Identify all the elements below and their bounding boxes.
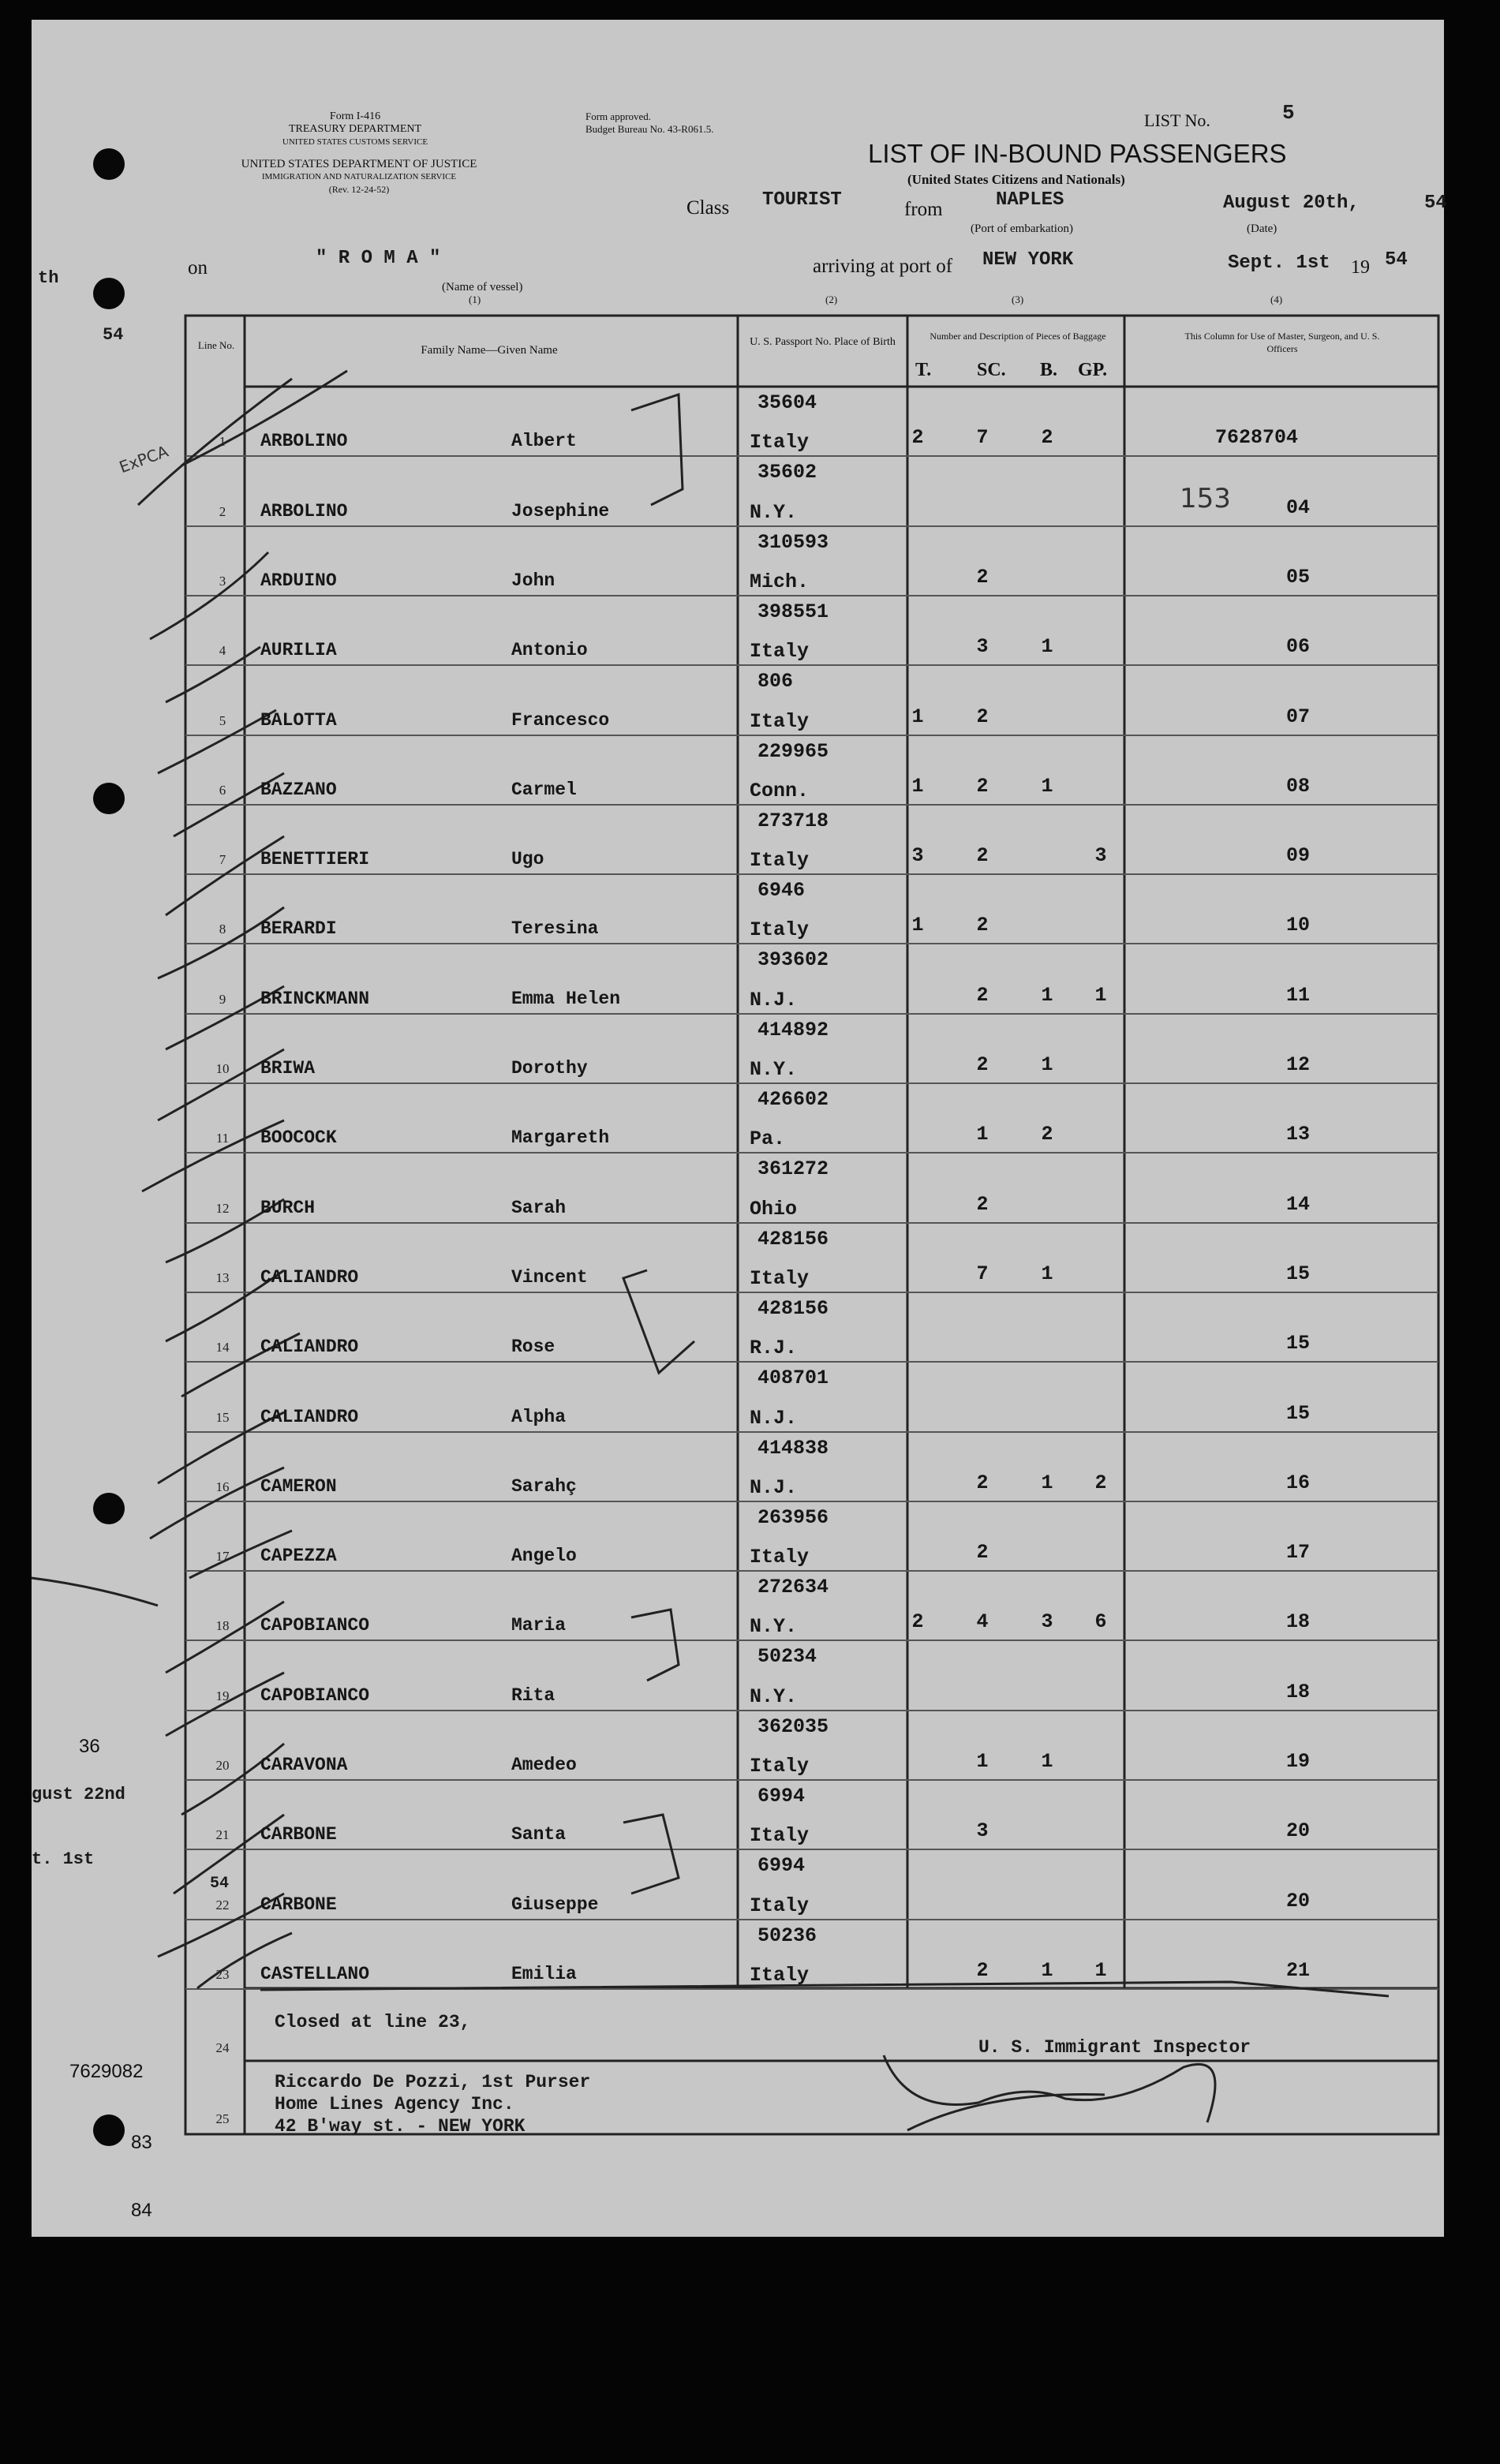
given-name: Teresina bbox=[511, 918, 599, 939]
bag-general: 3 bbox=[1094, 844, 1107, 867]
passport-number: 273718 bbox=[757, 809, 829, 832]
closed-at-line: Closed at line 23, bbox=[275, 2012, 471, 2032]
bag-suitcases: 2 bbox=[976, 1193, 989, 1216]
given-name: Albert bbox=[511, 431, 577, 451]
officer-number: 14 bbox=[1286, 1193, 1311, 1216]
place-of-birth: Italy bbox=[750, 710, 810, 733]
vessel-caption: (Name of vessel) bbox=[442, 281, 523, 294]
passport-number: 806 bbox=[757, 670, 794, 693]
list-label: LIST No. bbox=[1144, 110, 1210, 130]
list-subtitle: (United States Citizens and Nationals) bbox=[907, 172, 1125, 187]
bag-suitcases: 2 bbox=[976, 775, 989, 798]
officer-number: 09 bbox=[1286, 844, 1311, 867]
given-name: Margareth bbox=[511, 1127, 610, 1148]
passport-number: 362035 bbox=[757, 1715, 829, 1738]
bag-bags: 1 bbox=[1041, 635, 1053, 658]
officer-number: 12 bbox=[1286, 1053, 1311, 1076]
bag-trunks: 2 bbox=[911, 426, 924, 449]
line-number: 7 bbox=[219, 852, 226, 867]
bag-suitcases: 7 bbox=[976, 1262, 989, 1285]
place-of-birth: Mich. bbox=[750, 570, 810, 593]
class-label: Class bbox=[686, 197, 730, 219]
family-name: BAZZANO bbox=[260, 780, 337, 800]
bag-suitcases: 2 bbox=[976, 1959, 989, 1982]
family-name: CALIANDRO bbox=[260, 1267, 359, 1288]
place-of-birth: R.J. bbox=[750, 1337, 798, 1359]
place-of-birth: Italy bbox=[750, 1824, 810, 1847]
officer-number: 05 bbox=[1286, 566, 1311, 589]
passport-number: 272634 bbox=[757, 1576, 829, 1598]
margin-note: th bbox=[38, 268, 59, 288]
passport-number: 35604 bbox=[757, 391, 817, 414]
agency-name: Home Lines Agency Inc. bbox=[275, 2094, 514, 2114]
port-embarkation: NAPLES bbox=[996, 189, 1064, 211]
bag-bags: 1 bbox=[1041, 775, 1053, 798]
embark-date: August 20th, bbox=[1223, 193, 1360, 214]
bag-suitcases: 1 bbox=[976, 1123, 989, 1146]
place-of-birth: Italy bbox=[750, 1894, 810, 1917]
given-name: John bbox=[511, 570, 555, 591]
bag-suitcases: 2 bbox=[976, 1053, 989, 1076]
line-number: 8 bbox=[219, 922, 226, 937]
family-name: BERARDI bbox=[260, 918, 337, 939]
family-name: BENETTIERI bbox=[260, 849, 370, 869]
passport-number: 6946 bbox=[757, 879, 806, 902]
bag-bags: 2 bbox=[1041, 426, 1053, 449]
given-name: Amedeo bbox=[511, 1755, 577, 1775]
place-of-birth: N.J. bbox=[750, 1476, 798, 1499]
embark-year: 54 bbox=[1424, 193, 1447, 214]
place-of-birth: Italy bbox=[750, 1546, 810, 1569]
passport-number: 6994 bbox=[757, 1854, 806, 1877]
line-number: 21 bbox=[215, 1827, 230, 1842]
family-name: ARBOLINO bbox=[260, 501, 348, 522]
family-name: BALOTTA bbox=[260, 710, 337, 731]
family-name: CARBONE bbox=[260, 1824, 337, 1845]
margin-note: 84 bbox=[131, 2200, 152, 2221]
officer-number: 17 bbox=[1286, 1541, 1311, 1564]
place-of-birth: Ohio bbox=[750, 1198, 798, 1221]
line-number: 11 bbox=[215, 1131, 230, 1146]
place-of-birth: N.Y. bbox=[750, 501, 798, 524]
passport-number: 263956 bbox=[757, 1506, 829, 1529]
officer-number: 20 bbox=[1286, 1890, 1311, 1912]
given-name: Angelo bbox=[511, 1546, 577, 1566]
family-name: BRINCKMANN bbox=[260, 989, 370, 1009]
line-number: 6 bbox=[219, 783, 226, 798]
vessel-name: " R O M A " bbox=[316, 248, 441, 269]
bag-trunks: 1 bbox=[911, 914, 924, 937]
bag-suitcases: 3 bbox=[976, 635, 989, 658]
line-number: 9 bbox=[219, 992, 226, 1007]
officer-number: 07 bbox=[1286, 705, 1311, 728]
line-number: 20 bbox=[215, 1758, 230, 1773]
given-name: Maria bbox=[511, 1615, 567, 1636]
bag-suitcases: 2 bbox=[976, 914, 989, 937]
line-number: 12 bbox=[215, 1201, 230, 1216]
bag-gp-header: GP. bbox=[1078, 360, 1108, 380]
family-name: CALIANDRO bbox=[260, 1407, 359, 1427]
given-name: Alpha bbox=[511, 1407, 567, 1427]
given-name: Antonio bbox=[511, 640, 588, 660]
bag-b-header: B. bbox=[1040, 360, 1058, 380]
line-number: 13 bbox=[215, 1270, 230, 1285]
officer-number: 08 bbox=[1286, 775, 1311, 798]
family-name: CAPOBIANCO bbox=[260, 1685, 370, 1706]
col-baggage-header: Number and Description of Pieces of Baggage bbox=[930, 331, 1106, 342]
doj: UNITED STATES DEPARTMENT OF JUSTICE bbox=[241, 158, 477, 170]
line-number: 10 bbox=[215, 1061, 230, 1076]
margin-note: 83 bbox=[131, 2132, 152, 2153]
given-name: Emilia bbox=[511, 1964, 577, 1984]
given-name: Ugo bbox=[511, 849, 544, 869]
place-of-birth: Italy bbox=[750, 431, 810, 454]
margin-note: gust 22nd bbox=[32, 1785, 125, 1804]
bag-bags: 1 bbox=[1041, 1959, 1053, 1982]
given-name: Vincent bbox=[511, 1267, 588, 1288]
family-name: BRIWA bbox=[260, 1058, 316, 1079]
margin-note: 54 bbox=[103, 325, 124, 345]
bag-suitcases: 1 bbox=[976, 1750, 989, 1773]
place-of-birth: N.J. bbox=[750, 989, 798, 1011]
given-name: Dorothy bbox=[511, 1058, 588, 1079]
family-name: AURILIA bbox=[260, 640, 337, 660]
bag-bags: 1 bbox=[1041, 1750, 1053, 1773]
family-name: BOOCOCK bbox=[260, 1127, 337, 1148]
officer-number: 7628704 bbox=[1215, 426, 1299, 449]
col-num-3: (3) bbox=[1012, 294, 1024, 305]
port-arrival: NEW YORK bbox=[982, 249, 1074, 271]
treasury-dept: TREASURY DEPARTMENT bbox=[288, 123, 422, 135]
list-title: LIST OF IN-BOUND PASSENGERS bbox=[868, 139, 1287, 168]
col-num-2: (2) bbox=[825, 294, 838, 305]
line-number: 23 bbox=[215, 1967, 230, 1982]
bag-suitcases: 2 bbox=[976, 1541, 989, 1564]
passport-number: 408701 bbox=[757, 1367, 829, 1389]
given-name: Giuseppe bbox=[511, 1894, 599, 1915]
bag-suitcases: 2 bbox=[976, 984, 989, 1007]
officer-number: 18 bbox=[1286, 1681, 1311, 1703]
passport-number: 428156 bbox=[757, 1297, 829, 1320]
officer-number: 15 bbox=[1286, 1262, 1311, 1285]
bag-suitcases: 4 bbox=[976, 1610, 989, 1633]
line-number: 2 bbox=[219, 504, 226, 519]
bag-trunks: 2 bbox=[911, 1610, 924, 1633]
passport-number: 6994 bbox=[757, 1785, 806, 1808]
bag-trunks: 1 bbox=[911, 705, 924, 728]
bag-sc-header: SC. bbox=[977, 360, 1006, 380]
bag-general: 2 bbox=[1094, 1471, 1107, 1494]
line-number: 3 bbox=[219, 574, 226, 589]
line-number: 5 bbox=[219, 713, 226, 728]
officer-number: 16 bbox=[1286, 1471, 1311, 1494]
bag-suitcases: 2 bbox=[976, 1471, 989, 1494]
line-number: 19 bbox=[215, 1688, 230, 1703]
officer-number: 19 bbox=[1286, 1750, 1311, 1773]
line-number: 22 bbox=[215, 1898, 230, 1912]
place-of-birth: Italy bbox=[750, 1755, 810, 1778]
bag-general: 1 bbox=[1094, 1959, 1107, 1982]
passport-number: 393602 bbox=[757, 948, 829, 971]
bag-bags: 1 bbox=[1041, 1262, 1053, 1285]
place-of-birth: N.Y. bbox=[750, 1685, 798, 1708]
place-of-birth: N.Y. bbox=[750, 1058, 798, 1081]
place-of-birth: Italy bbox=[750, 849, 810, 872]
col-num-1: (1) bbox=[469, 294, 481, 305]
passport-number: 428156 bbox=[757, 1228, 829, 1251]
line-number: 25 bbox=[215, 2111, 230, 2126]
budget-bureau: Budget Bureau No. 43-R061.5. bbox=[585, 123, 714, 135]
line-number: 17 bbox=[215, 1549, 230, 1564]
bag-bags: 1 bbox=[1041, 1471, 1053, 1494]
given-name: Josephine bbox=[511, 501, 610, 522]
place-of-birth: Italy bbox=[750, 640, 810, 663]
line-number: 15 bbox=[215, 1410, 230, 1425]
passport-number: 50236 bbox=[757, 1924, 817, 1947]
bag-suitcases: 7 bbox=[976, 426, 989, 449]
bag-bags: 2 bbox=[1041, 1123, 1053, 1146]
from-label: from bbox=[904, 199, 943, 220]
place-of-birth: Italy bbox=[750, 918, 810, 941]
family-name: CAPEZZA bbox=[260, 1546, 337, 1566]
officer-number: 15 bbox=[1286, 1332, 1311, 1355]
given-name: Sarah bbox=[511, 1198, 567, 1218]
form-rev: (Rev. 12-24-52) bbox=[328, 184, 390, 195]
bag-bags: 1 bbox=[1041, 1053, 1053, 1076]
passport-number: 50234 bbox=[757, 1645, 817, 1668]
family-name: CALIANDRO bbox=[260, 1337, 359, 1357]
agency-address: 42 B'way st. - NEW YORK bbox=[275, 2116, 526, 2137]
place-of-birth: Italy bbox=[750, 1964, 810, 1987]
bag-t-header: T. bbox=[915, 360, 932, 380]
bag-suitcases: 3 bbox=[976, 1819, 989, 1842]
officer-number: 10 bbox=[1286, 914, 1311, 937]
inspector-label: U. S. Immigrant Inspector bbox=[978, 2037, 1251, 2058]
bag-suitcases: 2 bbox=[976, 705, 989, 728]
officer-number: 18 bbox=[1286, 1610, 1311, 1633]
officer-number: 13 bbox=[1286, 1123, 1311, 1146]
passport-number: 426602 bbox=[757, 1088, 829, 1111]
margin-note: 7629082 bbox=[69, 2061, 144, 2082]
place-of-birth: N.J. bbox=[750, 1407, 798, 1430]
line-number: 18 bbox=[215, 1618, 230, 1633]
form-approved: Form approved. bbox=[585, 110, 652, 122]
given-name: Rita bbox=[511, 1685, 555, 1706]
line-number: 16 bbox=[215, 1479, 230, 1494]
passport-number: 361272 bbox=[757, 1157, 829, 1180]
place-of-birth: Pa. bbox=[750, 1127, 786, 1150]
passport-number: 398551 bbox=[757, 600, 829, 623]
col-line-header: Line No. bbox=[197, 339, 235, 351]
col-officers-header: This Column for Use of Master, Surgeon, and U. S. Officers bbox=[1184, 331, 1380, 354]
on-label: on bbox=[188, 257, 208, 279]
officer-number: 21 bbox=[1286, 1959, 1311, 1982]
date-caption: (Date) bbox=[1247, 222, 1277, 235]
form-number: Form I-416 bbox=[329, 110, 381, 122]
arrival-year: 54 bbox=[1385, 249, 1408, 271]
line-number: 4 bbox=[219, 643, 226, 658]
family-name: ARBOLINO bbox=[260, 431, 348, 451]
ins: IMMIGRATION AND NATURALIZATION SERVICE bbox=[261, 172, 457, 181]
list-number: 5 bbox=[1282, 101, 1295, 125]
line-number: 1 bbox=[219, 434, 226, 449]
passport-number: 35602 bbox=[757, 461, 817, 484]
arrival-date: Sept. 1st bbox=[1228, 252, 1330, 274]
bag-trunks: 3 bbox=[911, 844, 924, 867]
line-number: 14 bbox=[215, 1340, 230, 1355]
passport-number: 414892 bbox=[757, 1019, 829, 1041]
given-name: Santa bbox=[511, 1824, 567, 1845]
given-name: Emma Helen bbox=[511, 989, 621, 1009]
family-name: CAPOBIANCO bbox=[260, 1615, 370, 1636]
place-of-birth: N.Y. bbox=[750, 1615, 798, 1638]
bag-trunks: 1 bbox=[911, 775, 924, 798]
customs-service: UNITED STATES CUSTOMS SERVICE bbox=[282, 137, 428, 147]
passport-number: 310593 bbox=[757, 531, 829, 554]
col-name-header: Family Name—Given Name bbox=[421, 344, 558, 357]
officer-number: 20 bbox=[1286, 1819, 1311, 1842]
officer-number: 11 bbox=[1286, 984, 1311, 1007]
col-passport-header: U. S. Passport No. Place of Birth bbox=[750, 336, 896, 348]
officer-number: 15 bbox=[1286, 1402, 1311, 1425]
margin-note: 54 bbox=[210, 1875, 230, 1893]
given-name: Carmel bbox=[511, 780, 577, 800]
margin-note: ExPCA bbox=[116, 441, 171, 477]
bag-suitcases: 2 bbox=[976, 844, 989, 867]
place-of-birth: Italy bbox=[750, 1267, 810, 1290]
family-name: CASTELLANO bbox=[260, 1964, 370, 1984]
line-number: 24 bbox=[215, 2040, 230, 2055]
class-value: TOURIST bbox=[762, 189, 842, 211]
family-name: CAMERON bbox=[260, 1476, 337, 1497]
col-num-4: (4) bbox=[1270, 294, 1283, 305]
margin-note: t. 1st bbox=[32, 1849, 95, 1869]
place-of-birth: Conn. bbox=[750, 780, 810, 802]
arriving-label: arriving at port of bbox=[813, 256, 953, 277]
family-name: ARDUINO bbox=[260, 570, 337, 591]
purser-name: Riccardo De Pozzi, 1st Purser bbox=[275, 2072, 591, 2092]
bag-bags: 3 bbox=[1041, 1610, 1053, 1633]
bag-general: 1 bbox=[1094, 984, 1107, 1007]
annotation-153: 153 bbox=[1180, 483, 1231, 514]
bag-bags: 1 bbox=[1041, 984, 1053, 1007]
passport-number: 414838 bbox=[757, 1437, 829, 1460]
given-name: Francesco bbox=[511, 710, 610, 731]
margin-note: 36 bbox=[79, 1736, 100, 1757]
officer-number: 04 bbox=[1286, 496, 1311, 519]
family-name: CARBONE bbox=[260, 1894, 337, 1915]
bag-general: 6 bbox=[1094, 1610, 1107, 1633]
passport-number: 229965 bbox=[757, 740, 829, 763]
bag-suitcases: 2 bbox=[976, 566, 989, 589]
given-name: Rose bbox=[511, 1337, 555, 1357]
family-name: BURCH bbox=[260, 1198, 316, 1218]
port-embark-caption: (Port of embarkation) bbox=[971, 222, 1073, 235]
given-name: Sarahç bbox=[511, 1476, 577, 1497]
officer-number: 06 bbox=[1286, 635, 1311, 658]
family-name: CARAVONA bbox=[260, 1755, 348, 1775]
arrival-year-prefix: 19 bbox=[1351, 257, 1370, 278]
